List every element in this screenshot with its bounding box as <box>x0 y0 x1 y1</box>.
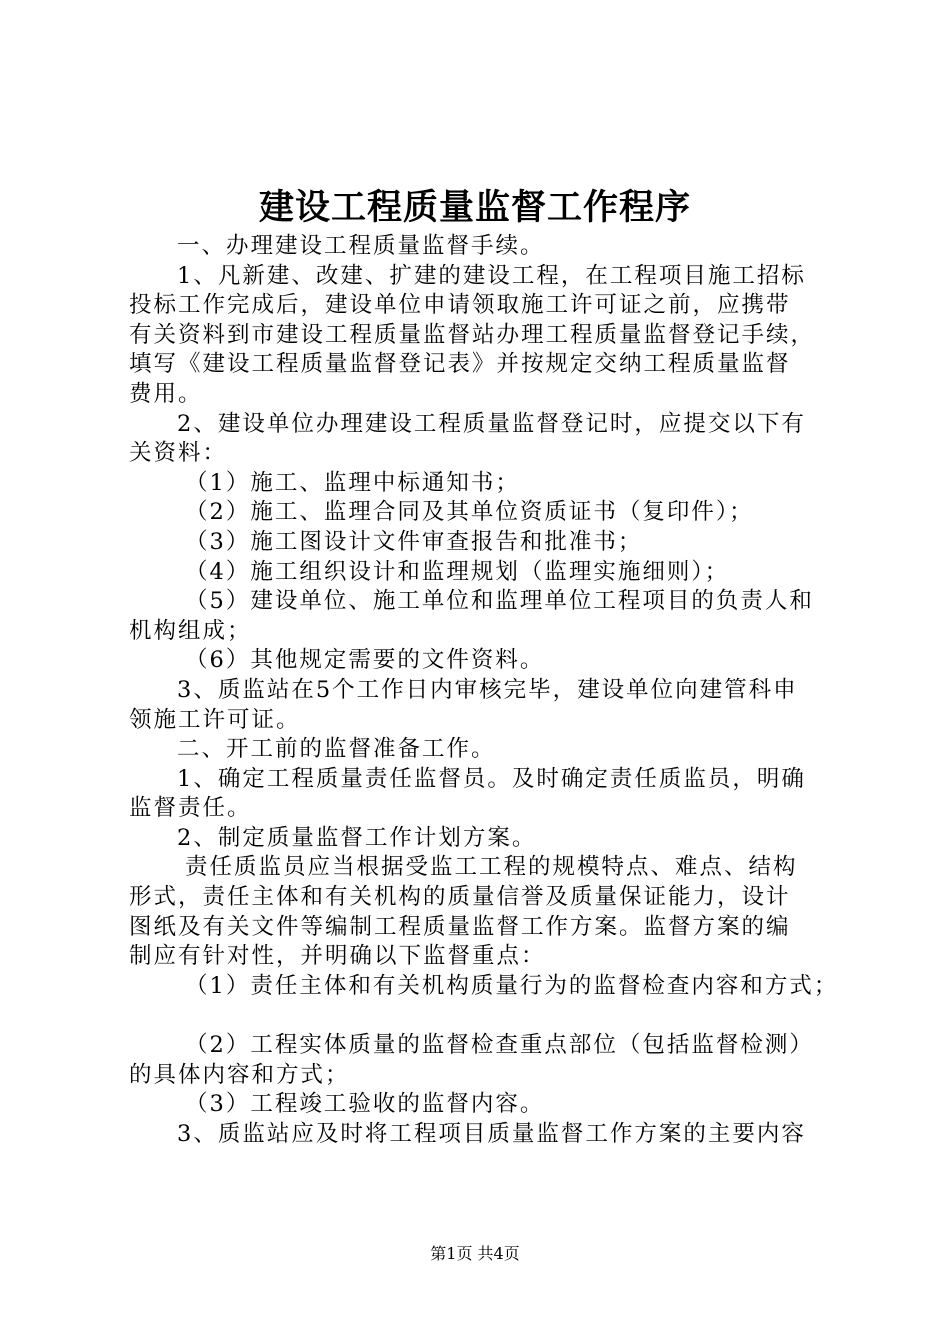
list-item: （4）施工组织设计和监理规划（监理实施细则）； <box>185 558 730 585</box>
paragraph-line: 机构组成； <box>129 617 252 644</box>
section-heading-2: 二、开工前的监督准备工作。 <box>177 736 496 763</box>
list-item: （3）施工图设计文件审查报告和批准书； <box>185 528 643 555</box>
list-item: （3）工程竣工验收的监督内容。 <box>185 1091 545 1118</box>
paragraph-line: 投标工作完成后，建设单位申请领取施工许可证之前，应携带 <box>129 292 791 319</box>
paragraph-line: 1、确定工程质量责任监督员。及时确定责任质监员，明确 <box>177 765 806 792</box>
paragraph-line: 2、制定质量监督工作计划方案。 <box>177 824 537 851</box>
paragraph-line: 关资料： <box>129 440 228 467</box>
page-number-label: 第1页 共4页 <box>430 1244 520 1263</box>
paragraph-line: 填写《建设工程质量监督登记表》并按规定交纳工程质量监督 <box>129 351 791 378</box>
paragraph-line: 责任质监员应当根据受监工工程的规模特点、难点、结构 <box>185 854 798 881</box>
list-item: （1）施工、监理中标通知书； <box>185 469 520 496</box>
paragraph-line: 3、质监站在5个工作日内审核完毕，建设单位向建管科申 <box>177 676 798 703</box>
paragraph-line: 领施工许可证。 <box>129 706 301 733</box>
document-body <box>129 232 839 1149</box>
list-item: （2）施工、监理合同及其单位资质证书（复印件）； <box>185 499 754 526</box>
paragraph-line: 形式，责任主体和有关机构的质量信誉及质量保证能力，设计 <box>129 884 791 911</box>
blank-line <box>129 1001 834 1031</box>
page-footer <box>0 1242 950 1266</box>
list-item: （1）责任主体和有关机构质量行为的监督检查内容和方式； <box>185 972 839 999</box>
paragraph-line: 费用。 <box>129 380 203 407</box>
document-title: 建设工程质量监督工作程序 <box>258 187 691 228</box>
section-heading-1: 一、办理建设工程质量监督手续。 <box>177 233 545 259</box>
paragraph-line: 图纸及有关文件等编制工程质量监督工作方案。监督方案的编 <box>129 913 791 940</box>
list-item: （6）其他规定需要的文件资料。 <box>185 647 545 674</box>
list-item: （5）建设单位、施工单位和监理单位工程项目的负责人和 <box>185 588 814 615</box>
paragraph-line: 有关资料到市建设工程质量监督站办理工程质量监督登记手续， <box>129 321 816 348</box>
paragraph-line: 监督责任。 <box>129 795 252 822</box>
list-item: （2）工程实体质量的监督检查重点部位（包括监督检测） <box>185 1032 814 1059</box>
paragraph-line: 3、质监站应及时将工程项目质量监督工作方案的主要内容 <box>177 1120 806 1147</box>
paragraph-line: 的具体内容和方式； <box>129 1061 350 1088</box>
paragraph-line: 2、建设单位办理建设工程质量监督登记时，应提交以下有 <box>177 410 806 437</box>
paragraph-line: 制应有针对性，并明确以下监督重点： <box>129 943 546 970</box>
paragraph-line: 1、凡新建、改建、扩建的建设工程，在工程项目施工招标 <box>177 262 806 289</box>
